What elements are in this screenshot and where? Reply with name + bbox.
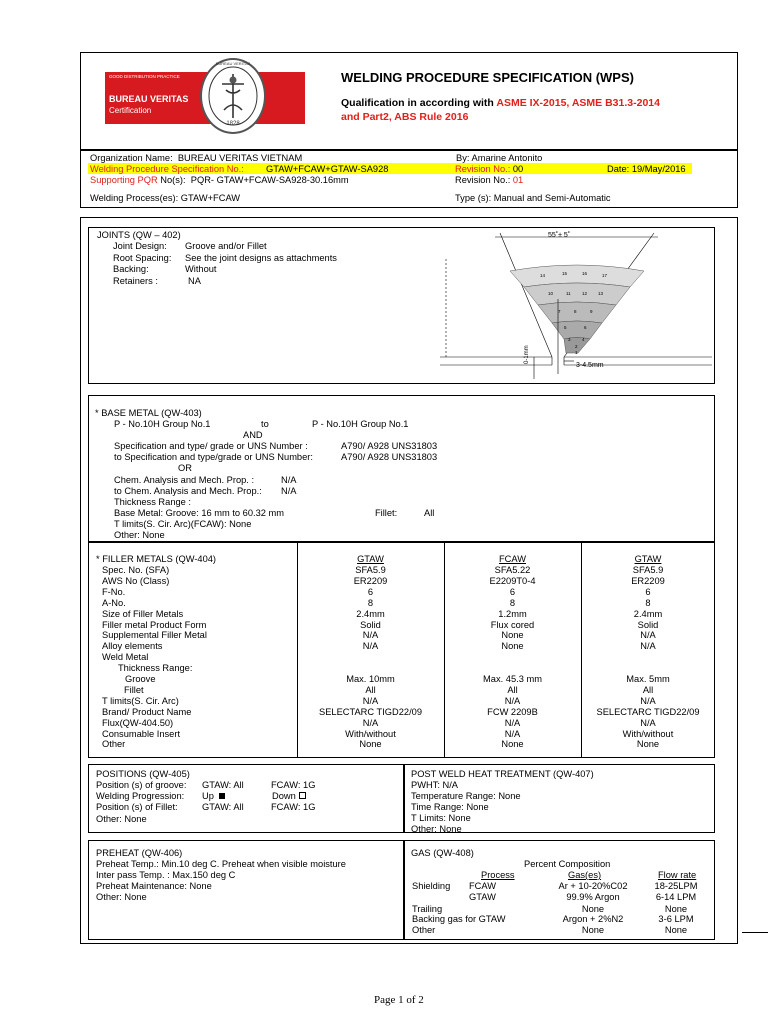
wps-no-label: Welding Procedure Specification No.:	[90, 164, 244, 174]
pwht-row-0: PWHT: N/A	[411, 780, 459, 790]
gas-row-process: GTAW	[469, 892, 496, 902]
p-no-1: P - No.10H Group No.1	[114, 419, 211, 429]
filler-row-label: F-No.	[102, 587, 126, 597]
fillet-label: Fillet:	[375, 508, 398, 518]
bead-3: 3	[568, 337, 571, 342]
filler-row-value: N/A	[362, 718, 379, 728]
type-label: Type (s):	[455, 193, 492, 203]
chem-label: Chem. Analysis and Mech. Prop. :	[114, 475, 255, 485]
filler-row-label: Filler metal Product Form	[102, 620, 207, 630]
up-checkbox-checked[interactable]	[219, 793, 225, 799]
filler-row-label: Consumable Insert	[102, 729, 181, 739]
page-number: Page 1 of 2	[374, 994, 424, 1006]
thickness-label: Thickness Range :	[114, 497, 191, 507]
gas-row-gas: Ar + 10-20%C02	[558, 881, 628, 891]
pqr-value: PQR- GTAW+FCAW-SA928-30.16mm	[190, 175, 349, 185]
progression-label: Welding Progression:	[96, 791, 185, 801]
filler-row-label: AWS No (Class)	[102, 576, 170, 586]
gas-heading: GAS (QW-408)	[411, 848, 474, 858]
filler-row-value: 8	[509, 598, 516, 608]
by-label: By:	[456, 153, 470, 163]
filler-row-value: N/A	[362, 641, 379, 651]
filler-row-value: N/A	[640, 718, 656, 728]
qualification-codes: ASME IX-2015, ASME B31.3-2014	[496, 97, 660, 109]
bead-13: 13	[598, 291, 604, 296]
filler-row-value: SELECTARC TIGD22/09	[319, 707, 422, 717]
filler-col-gtaw-1: GTAW	[357, 554, 384, 564]
pqr-row	[90, 175, 349, 186]
pqr-label-rest: No(s):	[157, 175, 186, 185]
gas-row-flow: 3-6 LPM	[658, 914, 694, 924]
filler-row-value: 1.2mm	[498, 609, 527, 619]
up-label: Up	[202, 791, 214, 801]
to-spec-label: to Specification and type/grade or UNS Number:	[114, 452, 313, 462]
bureau-veritas-logo	[105, 61, 305, 130]
preheat-row-3: Other: None	[96, 892, 147, 902]
p-no-to: to	[261, 419, 269, 429]
document-title: WELDING PROCEDURE SPECIFICATION (WPS)	[341, 70, 634, 85]
filler-row-value: 2.4mm	[633, 609, 663, 619]
pwht-heading: POST WELD HEAT TREATMENT (QW-407)	[411, 769, 594, 779]
qualification-prefix: Qualification in according with	[341, 97, 497, 109]
veritas-seal	[200, 58, 266, 134]
filler-row-label: Size of Filler Metals	[102, 609, 184, 619]
progression-up	[202, 791, 225, 802]
root-face-dim: 0-1mm	[524, 345, 530, 364]
wps-no-value: GTAW+FCAW+GTAW-SA928	[266, 164, 389, 174]
filler-row-value: Flux cored	[490, 620, 535, 630]
filler-row-value: N/A	[504, 718, 521, 728]
backing-label: Backing:	[113, 264, 149, 274]
qualification-line-1	[341, 97, 660, 109]
bead-7: 7	[558, 309, 561, 314]
retainers-label: Retainers :	[113, 276, 158, 286]
revision-value: 00	[512, 164, 524, 174]
positions-other: Other: None	[96, 814, 147, 824]
revision2-label: Revision No.:	[455, 175, 511, 185]
filler-row-label: Weld Metal	[102, 652, 149, 662]
gas-row-process: FCAW	[469, 881, 497, 891]
logo-brand: BUREAU VERITAS	[109, 94, 189, 104]
root-spacing-label: Root Spacing:	[113, 253, 172, 263]
filler-row-value: N/A	[504, 729, 521, 739]
t-limits: T limits(S. Cir. Arc)(FCAW): None	[114, 519, 252, 529]
filler-row-value: N/A	[640, 641, 656, 651]
filler-row-value: 8	[367, 598, 374, 608]
filler-row-value: Max. 10mm	[346, 674, 395, 684]
gas-row-label: Other	[412, 925, 436, 935]
bead-15: 15	[562, 271, 568, 276]
filler-row-value: SFA5.22	[494, 565, 531, 575]
filler-col-fcaw: FCAW	[498, 554, 527, 564]
filler-row-value: N/A	[362, 696, 379, 706]
preheat-row-1: Inter pass Temp. : Max.150 deg C	[96, 870, 236, 880]
org-value: BUREAU VERITAS VIETNAM	[177, 153, 303, 163]
bead-17: 17	[602, 273, 608, 278]
bead-4: 4	[582, 337, 585, 342]
gas-row-gas: Argon + 2%N2	[562, 914, 624, 924]
and-text: AND	[243, 430, 263, 440]
pwht-row-3: T Limits: None	[411, 813, 471, 823]
filler-row-value: None	[501, 641, 524, 651]
gas-row-label: Trailing	[412, 904, 443, 914]
progression-down	[272, 791, 306, 802]
preheat-row-0: Preheat Temp.: Min.10 deg C. Preheat when visible moisture	[96, 859, 346, 869]
gas-col-process: Process	[481, 870, 515, 880]
filler-row-label: Flux(QW-404.50)	[102, 718, 174, 728]
filler-row-value: 6	[645, 587, 651, 597]
date-value: 19/May/2016	[631, 164, 686, 174]
bead-2: 2	[575, 344, 578, 349]
filler-row-value: None	[501, 739, 524, 749]
filler-row-value: 6	[367, 587, 374, 597]
spec-label: Specification and type/ grade or UNS Number :	[114, 441, 308, 451]
down-label: Down	[272, 791, 296, 801]
filler-row-value: SFA5.9	[355, 565, 386, 575]
logo-sub: Certification	[109, 106, 152, 115]
joint-diagram	[440, 229, 712, 382]
bead-8: 8	[574, 309, 577, 314]
filler-row-value: SFA5.9	[632, 565, 664, 575]
filler-row-label: A-No.	[102, 598, 126, 608]
bead-1: 1	[575, 350, 578, 355]
preheat-heading: PREHEAT (QW-406)	[96, 848, 183, 858]
filler-row-label: Spec. No. (SFA)	[102, 565, 170, 575]
bead-10: 10	[548, 291, 554, 296]
filler-row-label: Brand/ Product Name	[102, 707, 192, 717]
filler-row-value: Max. 45.3 mm	[483, 674, 542, 684]
filler-row-value: N/A	[640, 630, 656, 640]
filler-col-gtaw-2: GTAW	[634, 554, 662, 564]
filler-row-value: FCW 2209B	[487, 707, 538, 717]
fillet-value: All	[424, 508, 435, 518]
by-row	[456, 153, 542, 164]
fillet-position-label: Position (s) of Fillet:	[96, 802, 178, 812]
filler-row-label: T limits(S. Cir. Arc)	[102, 696, 179, 706]
filler-row-value: All	[365, 685, 376, 695]
org-row	[90, 153, 302, 164]
filler-row-value: SELECTARC TIGD22/09	[596, 707, 700, 717]
fillet-position-gtaw: GTAW: All	[202, 802, 244, 812]
gas-row-gas: None	[581, 904, 605, 914]
gas-row-gas: 99.9% Argon	[566, 892, 620, 902]
bead-5: 5	[564, 325, 567, 330]
filler-row-label: Other	[102, 739, 126, 749]
process-value: GTAW+FCAW	[180, 193, 241, 203]
margin-line	[742, 932, 768, 933]
filler-row-value: With/without	[622, 729, 674, 739]
filler-row-value: None	[636, 739, 660, 749]
bead-16: 16	[582, 271, 588, 276]
root-spacing-value: See the joint designs as attachments	[185, 253, 337, 263]
filler-row-value: 6	[509, 587, 516, 597]
org-label: Organization Name:	[90, 153, 173, 163]
seal-text: BUREAU VERITAS	[215, 61, 251, 66]
joints-heading: JOINTS (QW – 402)	[97, 230, 181, 240]
chem-value: N/A	[281, 475, 297, 485]
gas-row-flow: 18-25LPM	[654, 881, 698, 891]
filler-row-value: None	[359, 739, 382, 749]
base-groove: Base Metal: Groove: 16 mm to 60.32 mm	[114, 508, 284, 518]
bead-14: 14	[540, 273, 546, 278]
revision-label: Revision No.:	[455, 164, 511, 174]
seal-year: 1828	[226, 121, 240, 127]
filler-row-value: All	[642, 685, 654, 695]
qualification-line-2: and Part2, ABS Rule 2016	[341, 111, 469, 123]
filler-row-value: Max. 5mm	[626, 674, 670, 684]
gas-row-gas: None	[581, 925, 605, 935]
filler-heading: * FILLER METALS (QW-404)	[96, 554, 217, 564]
bead-6: 6	[584, 325, 587, 330]
filler-row-value: N/A	[362, 630, 379, 640]
filler-row-label: Supplemental Filler Metal	[102, 630, 207, 640]
to-spec-value: A790/ A928 UNS31803	[341, 452, 438, 462]
preheat-row-2: Preheat Maintenance: None	[96, 881, 212, 891]
filler-row-value: E2209T0-4	[489, 576, 536, 586]
or-text: OR	[178, 463, 192, 473]
filler-row-value: ER2209	[353, 576, 388, 586]
to-chem-value: N/A	[281, 486, 297, 496]
bead-11: 11	[566, 291, 571, 296]
filler-row-label: Fillet	[124, 685, 144, 695]
process-row	[90, 193, 240, 204]
groove-angle: 55˚± 5˚	[548, 232, 571, 239]
type-value: Manual and Semi-Automatic	[493, 193, 611, 203]
pwht-row-2: Time Range: None	[411, 802, 489, 812]
gas-row-flow: None	[664, 925, 688, 935]
gas-col-flow: Flow rate	[658, 870, 697, 880]
gas-percent-heading: Percent Composition	[524, 859, 611, 869]
groove-position-gtaw: GTAW: All	[202, 780, 244, 790]
filler-row-value: ER2209	[631, 576, 665, 586]
p-no-2: P - No.10H Group No.1	[312, 419, 409, 429]
type-row	[455, 193, 611, 204]
base-metal-heading: * BASE METAL (QW-403)	[95, 408, 202, 418]
retainers-value: NA	[188, 276, 201, 286]
root-gap-dim: 3-4.5mm	[576, 362, 604, 369]
gas-row-flow: None	[664, 904, 688, 914]
by-value: Amarine Antonito	[471, 153, 543, 163]
filler-row-label: Alloy elements	[102, 641, 163, 651]
backing-value: Without	[185, 264, 217, 274]
gas-row-flow: 6-14 LPM	[655, 892, 697, 902]
date-label: Date:	[607, 164, 630, 174]
filler-row-value: 8	[645, 598, 651, 608]
filler-row-value: Solid	[637, 620, 659, 630]
pwht-row-1: Temperature Range: None	[411, 791, 521, 801]
filler-row-value: N/A	[640, 696, 656, 706]
down-checkbox-unchecked[interactable]	[299, 792, 306, 799]
groove-position-fcaw: FCAW: 1G	[271, 780, 316, 790]
filler-row-label: Thickness Range:	[118, 663, 193, 673]
joint-design-label: Joint Design:	[113, 241, 167, 251]
to-chem-label: to Chem. Analysis and Mech. Prop.:	[114, 486, 262, 496]
bead-12: 12	[582, 291, 588, 296]
groove-position-label: Position (s) of groove:	[96, 780, 187, 790]
weld-groove-diagram	[440, 229, 712, 382]
filler-row-label: Groove	[125, 674, 156, 684]
joint-design-value: Groove and/or Fillet	[185, 241, 267, 251]
revision2-value: 01	[512, 175, 524, 185]
bead-9: 9	[590, 309, 593, 314]
filler-row-value: 2.4mm	[356, 609, 385, 619]
filler-row-value: All	[507, 685, 518, 695]
process-label: Welding Process(es):	[90, 193, 179, 203]
base-other: Other: None	[114, 530, 165, 540]
revision-row-2	[455, 175, 523, 186]
logo-tagline: GOOD DISTRIBUTION PRACTICE	[109, 74, 180, 79]
filler-row-value: N/A	[504, 696, 521, 706]
positions-heading: POSITIONS (QW-405)	[96, 769, 190, 779]
pwht-row-4: Other: None	[411, 824, 462, 834]
fillet-position-fcaw: FCAW: 1G	[271, 802, 316, 812]
filler-row-value: Solid	[360, 620, 381, 630]
filler-row-value: None	[501, 630, 524, 640]
gas-row-label: Backing gas for GTAW	[412, 914, 506, 924]
date-row	[607, 164, 686, 175]
gas-col-gases: Gas(es)	[568, 870, 602, 880]
filler-row-value: With/without	[345, 729, 396, 739]
spec-value: A790/ A928 UNS31803	[341, 441, 438, 451]
revision-row-1	[455, 164, 523, 175]
gas-row-label: Shielding	[412, 881, 451, 891]
pqr-label-red: Supporting PQR	[90, 175, 158, 185]
